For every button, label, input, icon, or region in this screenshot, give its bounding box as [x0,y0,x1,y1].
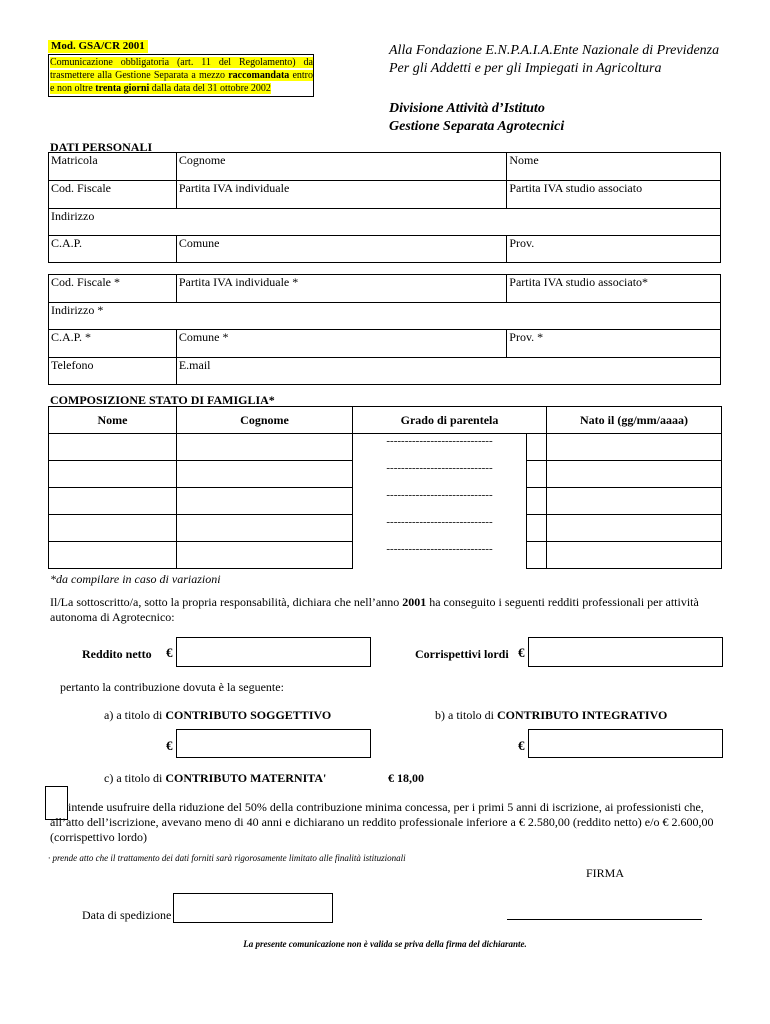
table-row [49,542,722,569]
new-cap-field[interactable]: C.A.P. * [49,330,177,358]
euro-symbol: € [166,738,173,753]
signature-line[interactable] [507,919,702,920]
piva-individuale-field[interactable]: Partita IVA individuale [176,181,506,209]
nome-field[interactable]: Nome [507,153,721,181]
reddito-label: Reddito netto [82,647,152,661]
new-prov-field[interactable]: Prov. * [507,330,721,358]
maternita-amount: € 18,00 [388,771,424,785]
family-nato-cell[interactable] [547,461,722,488]
comune-field[interactable]: Comune [176,236,506,263]
data-spedizione-label: Data di spedizione [82,908,172,922]
new-piva-individuale-field[interactable]: Partita IVA individuale * [176,275,506,303]
family-nato-cell[interactable] [547,434,722,461]
family-table [48,406,722,569]
euro-symbol: € [518,645,525,660]
corrispettivi-input[interactable] [528,637,723,667]
family-spacer-cell [527,515,547,542]
family-nome-cell[interactable] [49,515,177,542]
family-cognome-cell[interactable] [177,434,353,461]
family-nato-cell[interactable] [547,515,722,542]
email-field[interactable]: E.mail [176,358,720,385]
prov-field[interactable]: Prov. [507,236,721,263]
family-nato-cell[interactable] [547,542,722,569]
col-nome: Nome [49,407,177,434]
family-nato-cell[interactable] [547,488,722,515]
division: Divisione Attività d’Istituto Gestione Separata Agrotecnici [389,101,565,134]
notice-box: Comunicazione obbligatoria (art. 11 del Regolamento) da trasmettere alla Gestione Separata a mezzo raccomandata entro e non oltre trenta giorni dalla data del 31 ottobre 2002 [48,54,314,97]
family-spacer-cell [527,461,547,488]
family-cognome-cell[interactable] [177,488,353,515]
family-cognome-cell[interactable] [177,542,353,569]
family-nome-cell[interactable] [49,434,177,461]
contrib-soggettivo-input[interactable] [176,729,371,758]
new-indirizzo-field[interactable]: Indirizzo * [49,303,721,330]
cap-field[interactable]: C.A.P. [49,236,177,263]
col-grado: Grado di parentela [353,407,547,434]
cognome-field[interactable]: Cognome [176,153,506,181]
family-grado-cell[interactable]: ----------------------------- [386,542,493,555]
corrispettivi-label: Corrispettivi lordi [415,647,509,661]
family-grado-cell[interactable]: ----------------------------- [386,435,493,447]
piva-studio-field[interactable]: Partita IVA studio associato [507,181,721,209]
contrib-soggettivo-label: a) a titolo di CONTRIBUTO SOGGETTIVO [104,708,332,722]
contrib-integrativo-label: b) a titolo di CONTRIBUTO INTEGRATIVO [435,708,668,722]
personal-data-table [48,152,721,263]
matricola-field[interactable]: Matricola [49,153,177,181]
family-section-title: COMPOSIZIONE STATO DI FAMIGLIA* [50,393,275,407]
table-row [49,461,722,488]
col-nato: Nato il (gg/mm/aaaa) [547,407,722,434]
declaration-text: Il/La sottoscritto/a, sotto la propria responsabilità, dichiara che nell’anno 2001 ha conseguito i seguenti redditi professionali per attività autonoma di Agrotecnico: [50,595,699,624]
data-spedizione-input[interactable] [173,893,333,923]
footer-note: La presente comunicazione non è valida se priva della firma del dichiarante. [243,939,527,949]
family-spacer-cell [527,488,547,515]
family-cognome-cell[interactable] [177,461,353,488]
family-grado-cell[interactable]: ----------------------------- [386,461,493,474]
indirizzo-field[interactable]: Indirizzo [49,209,721,236]
contrib-integrativo-input[interactable] [528,729,723,758]
family-nome-cell[interactable] [49,461,177,488]
family-spacer-cell [527,542,547,569]
new-comune-field[interactable]: Comune * [176,330,506,358]
family-spacer-cell [527,434,547,461]
euro-symbol: € [518,738,525,753]
table-row [49,515,722,542]
family-nome-cell[interactable] [49,542,177,569]
cod-fiscale-field[interactable]: Cod. Fiscale [49,181,177,209]
firma-label: FIRMA [586,866,625,880]
table-row [49,434,722,461]
form-code: Mod. GSA/CR 2001 [48,40,148,53]
telefono-field[interactable]: Telefono [49,358,177,385]
addressee: Alla Fondazione E.N.P.A.I.A.Ente Nazionale di Previdenza Per gli Addetti e per gli Impiegati in Agricoltura [389,43,720,76]
riduzione-text: intende usufruire della riduzione del 50% della contribuzione minima concessa, per i primi 5 anni di iscrizione, ai professionisti che, all’atto dell’iscrizione, avevano meno di 40 anni e dichiarano un reddito professionale inferiore a € 2.580,00 (reddito netto) e/o € 2.600,00 (corrispettivo lordo) [50,800,714,844]
new-cod-fiscale-field[interactable]: Cod. Fiscale * [49,275,177,303]
family-nome-cell[interactable] [49,488,177,515]
family-grado-cell[interactable]: ----------------------------- [386,488,493,501]
euro-symbol: € [166,645,173,660]
col-cognome: Cognome [177,407,353,434]
family-note: *da compilare in caso di variazioni [50,572,221,586]
family-cognome-cell[interactable] [177,515,353,542]
contrib-maternita-label: c) a titolo di CONTRIBUTO MATERNITA' [104,771,327,785]
privacy-note: · prende atto che il trattamento dei dati forniti sarà rigorosamente limitato alle finalità istituzionali [48,853,406,863]
reddito-input[interactable] [176,637,371,667]
personal-section-title: DATI PERSONALI [50,140,153,154]
changes-table [48,274,721,385]
new-piva-studio-field[interactable]: Partita IVA studio associato* [507,275,721,303]
table-row [49,488,722,515]
family-grado-cell[interactable]: ----------------------------- [386,515,493,528]
pertanto-text: pertanto la contribuzione dovuta è la seguente: [60,680,284,694]
